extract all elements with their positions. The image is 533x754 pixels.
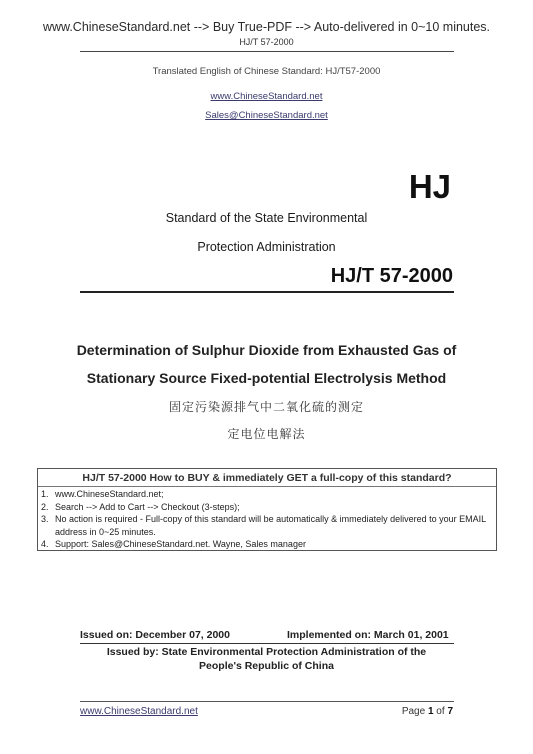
issued-by-line-1: Issued by: State Environmental Protection Administration of the [106, 646, 427, 658]
title-cn-line-2: 定电位电解法 [227, 427, 306, 441]
page-total: 7 [447, 706, 453, 717]
page-prefix: Page [401, 706, 428, 717]
site-link-container [0, 86, 533, 104]
list-item-text: No action is required - Full-copy of this standard will be automatically & immediately delivered to your EMAIL address in 0~25 minutes. [55, 514, 486, 537]
dates-divider [80, 643, 454, 644]
issuer-line-1: Standard of the State Environmental [165, 211, 368, 225]
header-doc-id: HJ/T 57-2000 [239, 37, 294, 47]
list-item [41, 501, 493, 514]
buy-steps-list [41, 488, 493, 551]
page-current: 1 [427, 706, 434, 717]
list-item-number: 1. [41, 489, 49, 499]
list-item [41, 538, 493, 551]
email-link-container [0, 105, 533, 123]
page-indicator [402, 706, 453, 717]
implemented-on-date: Implemented on: March 01, 2001 [287, 629, 449, 641]
list-item [41, 513, 493, 538]
list-item-text[interactable]: www.ChineseStandard.net; [55, 489, 164, 499]
title-en-line-1: Determination of Sulphur Dioxide from Exhausted Gas of [76, 342, 457, 358]
translation-note: Translated English of Chinese Standard: HJ/T57-2000 [152, 66, 381, 77]
site-link[interactable]: www.ChineseStandard.net [210, 91, 323, 102]
footer-divider [80, 701, 454, 702]
list-item-number: 3. [41, 514, 49, 524]
page-of: of [433, 706, 448, 717]
issued-on-date: Issued on: December 07, 2000 [80, 629, 230, 641]
header-top-line: www.ChineseStandard.net --> Buy True-PDF --> Auto-delivered in 0~10 minutes. [42, 20, 491, 34]
standard-code: HJ [408, 168, 451, 205]
buy-box [37, 468, 497, 551]
header-divider [80, 51, 454, 52]
list-item-text: Support: Sales@ChineseStandard.net. Wayne, Sales manager [55, 539, 306, 549]
list-item [41, 488, 493, 501]
issued-by-line-2: People's Republic of China [199, 660, 334, 672]
issuer-line-2: Protection Administration [197, 240, 336, 254]
title-divider [80, 291, 454, 293]
list-item-number: 2. [41, 501, 49, 512]
buy-box-separator [38, 486, 496, 487]
title-en-line-2: Stationary Source Fixed-potential Electrolysis Method [86, 370, 447, 386]
title-cn-line-1: 固定污染源排气中二氧化硫的测定 [168, 400, 364, 414]
email-link[interactable]: Sales@ChineseStandard.net [205, 110, 328, 121]
standard-number: HJ/T 57-2000 [330, 265, 453, 287]
list-item-number: 4. [41, 539, 49, 549]
footer-site-link[interactable]: www.ChineseStandard.net [80, 706, 198, 717]
list-item-text: Search --> Add to Cart --> Checkout (3-steps); [55, 501, 240, 512]
buy-box-heading: HJ/T 57-2000 How to BUY & immediately GET a full-copy of this standard? [82, 472, 452, 484]
